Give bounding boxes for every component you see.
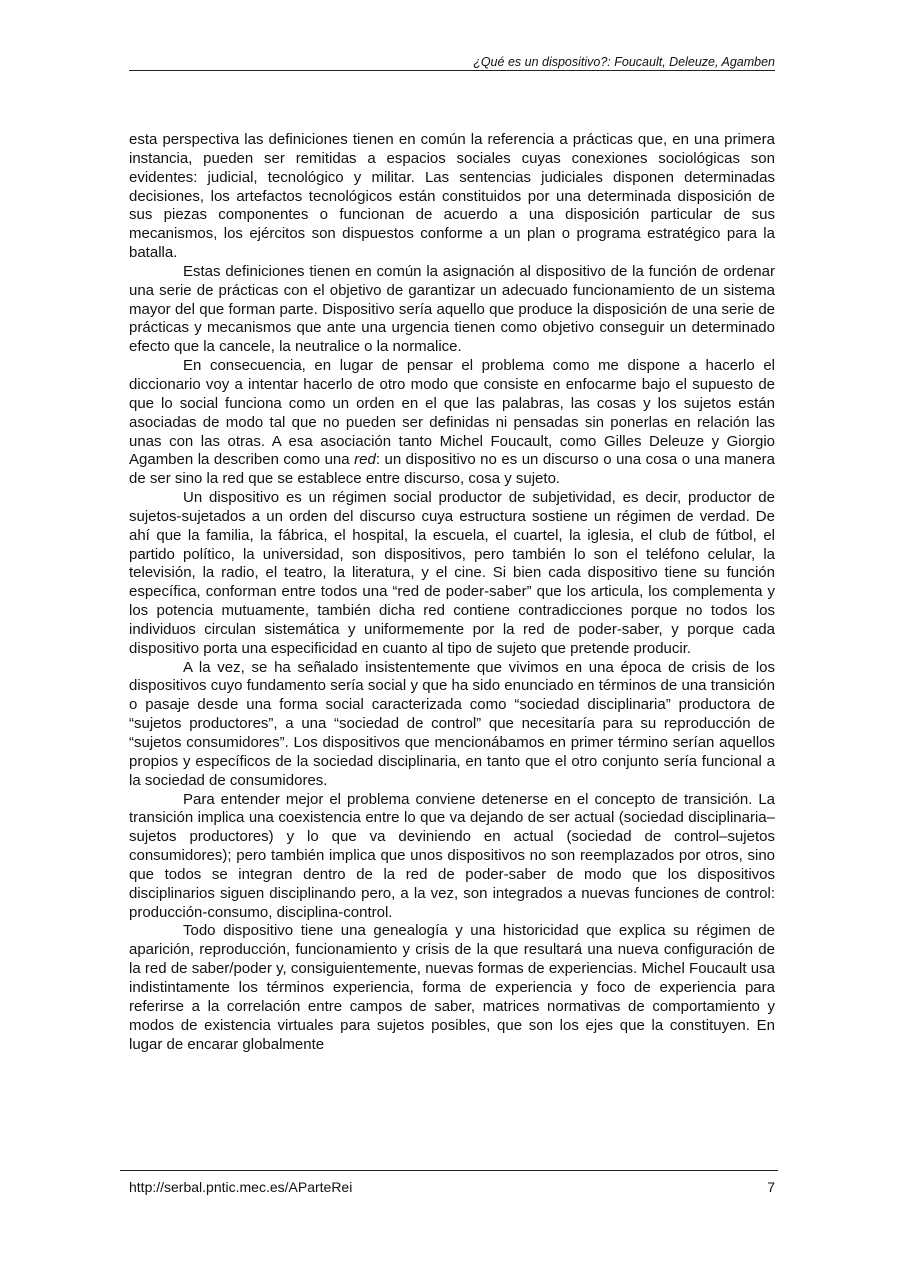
paragraph-6: Para entender mejor el problema conviene detenerse en el concepto de transición. La transición implica una coexistencia entre lo que va dejando de ser actual (sociedad disciplinaria–sujetos productores) y lo que va deviniendo en actual (sociedad de control–sujetos consumidores); pero también implica que unos dispositivos no son reemplazados por otros, sino que todos se integran dentro de la red de poder-saber de modo que los dispositivos disciplinarios siguen disciplinando pero, a la vez, son integrados a nuevas funciones de control: producción-consumo, disciplina-control.: [129, 790, 775, 921]
footer-url-link[interactable]: http://serbal.pntic.mec.es/AParteRei: [129, 1179, 353, 1195]
paragraph-5: A la vez, se ha señalado insistentemente que vivimos en una época de crisis de los dispositivos cuyo fundamento sería social y que ha sido enunciado en términos de una transición o pasaje desde una forma social caracterizada como “sociedad disciplinaria” productora de “sujetos productores”, a una “sociedad de control” que necesitaría para su reproducción de “sujetos consumidores”. Los dispositivos que mencionábamos en primer término serían aquellos propios y específicos de la sociedad disciplinaria, en tanto que el otro conjunto sería funcional a la sociedad de consumidores.: [129, 658, 775, 789]
paragraph-1: esta perspectiva las definiciones tienen en común la referencia a prácticas que, en una primera instancia, pueden ser remitidas a espacios sociales cuyas conexiones sociológicas son evidentes: judicial, tecnológico y militar. Las sentencias judiciales disponen determinadas decisiones, los artefactos tecnológicos están constituidos por una determinada disposición de sus piezas componentes o funcionan de acuerdo a una disposición particular de sus mecanismos, los ejércitos son dispuestos conforme a un plan o programa estratégico para la batalla.: [129, 131, 775, 262]
page-body: [129, 131, 775, 1054]
paragraph-4: Un dispositivo es un régimen social productor de subjetividad, es decir, productor de sujetos-sujetados a un orden del discurso cuya estructura sostiene un régimen de verdad. De ahí que la familia, la fábrica, el hospital, la escuela, el cuartel, la iglesia, el club de fútbol, el partido político, la universidad, son dispositivos, pero también lo son el teléfono celular, la televisión, la radio, el teatro, la literatura, y el cine. Si bien cada dispositivo tiene su función específica, conforman entre todos una “red de poder-saber” que los articula, los complementa y los potencia mutuamente, también dicha red contiene contradicciones porque no todos los individuos circulan sistemática y uniformemente por la red de poder-saber, y porque cada dispositivo porta una especificidad en cuanto al tipo de sujeto que pretende producir.: [129, 489, 775, 657]
paragraph-3: [129, 357, 775, 489]
footer-divider: [120, 1170, 778, 1171]
running-header: ¿Qué es un dispositivo?: Foucault, Deleuze, Agamben: [473, 55, 775, 69]
header-divider: [129, 70, 775, 71]
paragraph-3-text-end: : un dispositivo no es un discurso o una cosa o una manera de ser sino la red que se establece entre discurso, cosa y sujeto.: [129, 451, 775, 488]
page-number: 7: [767, 1179, 775, 1195]
paragraph-7: Todo dispositivo tiene una genealogía y una historicidad que explica su régimen de aparición, reproducción, funcionamiento y crisis de la que resultará una nueva configuración de la red de saber/poder y, consiguientemente, nuevas formas de experiencias. Michel Foucault usa indistintamente los términos experiencia, forma de experiencia y foco de experiencia para referirse a la correlación entre campos de saber, matrices normativas de comportamiento y modos de existencia virtuales para sujetos posibles, que son los ejes que la constituyen. En lugar de encarar globalmente: [129, 922, 775, 1053]
emphasis-red: red: [354, 451, 376, 469]
paragraph-3-text-start: En consecuencia, en lugar de pensar el problema como me dispone a hacerlo el diccionario voy a intentar hacerlo de otro modo que consiste en enfocarme bajo el supuesto de que lo social funciona como un orden en el que las palabras, las cosas y los sujetos están asociadas de modo tal que no pueden ser definidas ni pensadas sin ponerlas en relación las unas con las otras. A esa asociación tanto Michel Foucault, como Gilles Deleuze y Giorgio Agamben la describen como una: [129, 357, 775, 469]
paragraph-2: Estas definiciones tienen en común la asignación al dispositivo de la función de ordenar una serie de prácticas con el objetivo de garantizar un adecuado funcionamiento de un sistema mayor del que forman parte. Dispositivo sería aquello que produce la disposición de una serie de prácticas y mecanismos que ante una urgencia tienen como objetivo conseguir un determinado efecto que la cancele, la neutralice o la normalice.: [129, 262, 775, 356]
